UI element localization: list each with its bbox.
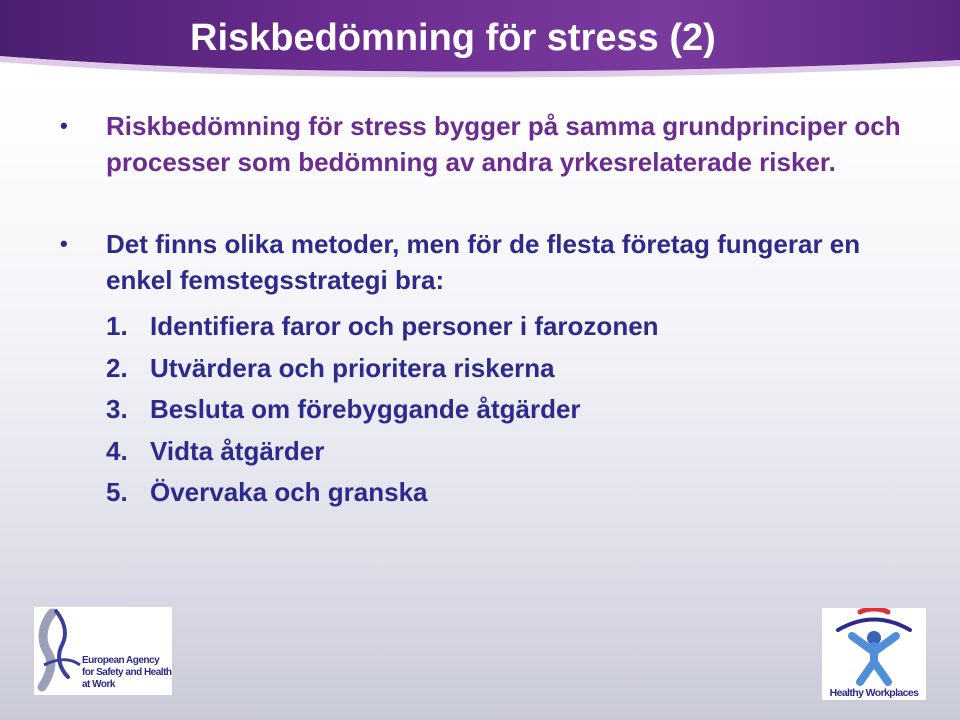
list-item (106, 391, 659, 433)
step-text: Vidta åtgärder (150, 435, 325, 466)
bullet-2 (60, 226, 906, 298)
eu-osha-logo-icon (34, 607, 172, 695)
step-number: 5. (106, 477, 128, 507)
bullet-dot: • (60, 231, 68, 256)
step-number: 4. (106, 435, 128, 466)
step-number: 3. (106, 394, 128, 424)
bullet-1 (60, 108, 906, 180)
list-item (106, 350, 659, 392)
step-text: Övervaka och granska (150, 477, 428, 507)
step-text: Besluta om förebyggande åtgärder (150, 394, 581, 424)
healthy-workplaces-logo (822, 608, 926, 700)
bullet-1-text: Riskbedömning för stress bygger på samma grundprinciper och processer som bedömning av andra yrkesrelaterade risker. (106, 111, 901, 177)
step-text: Identifiera faror och personer i farozonen (150, 311, 659, 341)
list-item (106, 433, 659, 475)
step-number: 1. (106, 311, 128, 341)
step-number: 2. (106, 352, 128, 383)
bullet-2-text: Det finns olika metoder, men för de flesta företag fungerar en enkel femstegsstrategi bra: (106, 229, 861, 295)
step-text: Utvärdera och prioritera riskerna (150, 352, 555, 383)
svg-text:Healthy Workplaces: Healthy Workplaces (829, 687, 919, 699)
title-band (0, 0, 960, 86)
svg-text:at Work: at Work (82, 679, 115, 690)
list-item (106, 308, 659, 350)
svg-text:for Safety and Health: for Safety and Health (82, 667, 172, 678)
svg-text:European Agency: European Agency (82, 655, 160, 666)
list-item (106, 474, 659, 516)
eu-osha-logo (34, 607, 172, 695)
bullet-dot: • (60, 113, 68, 138)
slide-title: Riskbedömning för stress (2) (190, 17, 716, 59)
healthy-workplaces-logo-icon (822, 608, 926, 700)
steps-list (106, 308, 659, 516)
